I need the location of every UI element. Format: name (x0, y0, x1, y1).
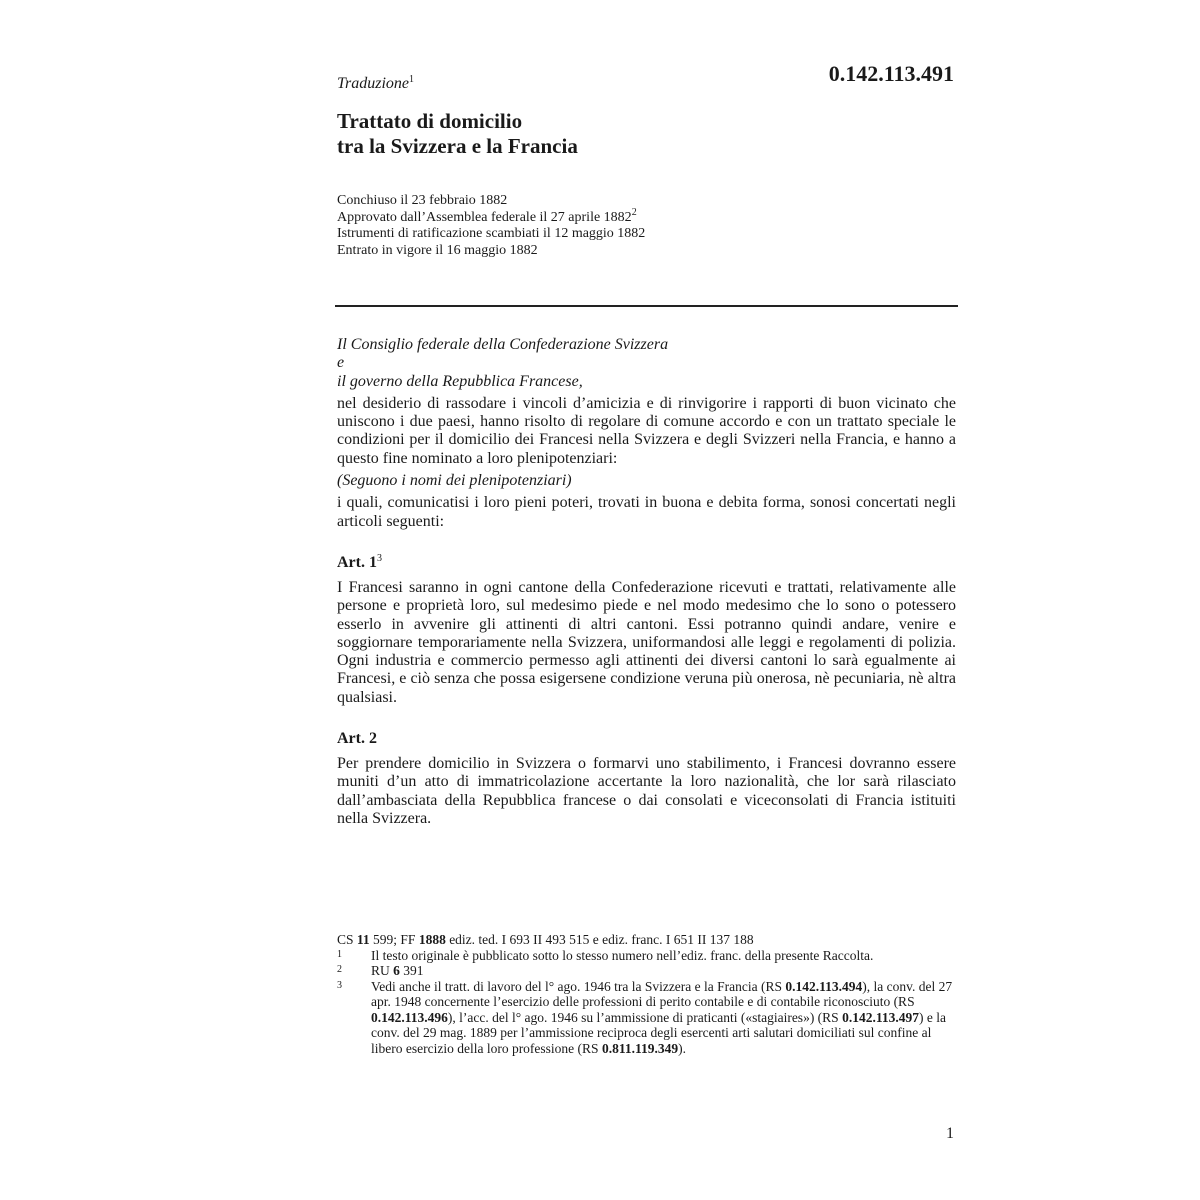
fn3-t1: Vedi anche il tratt. di lavoro del l° ago. 1946 tra la Svizzera e la Francia (RS (371, 978, 786, 994)
footnote-1-text: Il testo originale è pubblicato sotto lo stesso numero nell’ediz. franc. della presente Raccolta. (371, 947, 874, 963)
footnote-2-text (371, 963, 956, 979)
fn2-bold: 6 (393, 963, 400, 978)
footnote-2 (337, 963, 956, 979)
footnote-ref-2[interactable]: 2 (631, 206, 637, 218)
party-1: Il Consiglio federale della Confederazione Svizzera (337, 336, 669, 353)
fn3-link-4[interactable]: 0.811.119.349 (601, 1040, 679, 1056)
page-number: 1 (946, 1125, 954, 1142)
fn3-link-3[interactable]: 0.142.113.497 (842, 1009, 919, 1025)
ratification-date: Istrumenti di ratificazione scambiati il 12 maggio 1882 (337, 226, 646, 241)
footnotes (337, 932, 956, 1056)
approved-text: Approvato dall’Assemblea federale il 27 aprile 1882 (337, 209, 632, 225)
title-line-1: Trattato di domicilio (337, 109, 523, 133)
approved-date (337, 206, 645, 227)
source-c: 599; FF (369, 932, 419, 947)
footnote-2-number: 2 (337, 964, 342, 975)
footnote-ref-3[interactable]: 3 (376, 552, 382, 564)
source-reference (337, 932, 956, 948)
title-line-2: tra la Svizzera e la Francia (337, 134, 578, 158)
document-title (337, 109, 578, 159)
fn2-pre: RU (371, 963, 394, 978)
footnote-ref-1[interactable]: 1 (409, 74, 415, 85)
treaty-metadata (337, 193, 645, 259)
plenipotentiaries-note: (Seguono i nomi dei plenipotenziari) (337, 472, 572, 490)
preamble-paragraph: nel desiderio di rassodare i vincoli d’amicizia e di rinvigorire i rapporti di buon vicinato che uniscono i due paesi, hanno risolto di regolare di comune accordo e con un trattato speciale le condizioni per il domicilio dei Francesi nella Svizzera e degli Svizzeri nella Francia, e hanno a questo fine nominato a loro plenipotenziari: (337, 394, 956, 467)
article-1-text: I Francesi saranno in ogni cantone della Confederazione ricevuti e trattati, relativamente alle persone e proprietà loro, sul medesimo piede e nel modo medesimo che lo sono o potessero esserlo in avvenire gli attinenti di altri cantoni. Essi potranno quindi andare, venire e soggiornare temporariamente nella Svizzera, uniformandosi alle leggi e regolamenti di polizia. Ogni industria e commercio permesso agli attinenti dei diversi cantoni lo sarà egualmente ai Francesi, e ciò senza che possa esigersene condizione veruna più onerosa, nè pecuniaria, nè altra qualsiasi. (337, 578, 956, 706)
fn3-link-1[interactable]: 0.142.113.494 (785, 978, 863, 994)
fn3-t5: ). (678, 1040, 686, 1056)
translation-label (337, 74, 414, 94)
footnote-3-number: 3 (337, 979, 342, 991)
footnote-1 (337, 948, 956, 964)
entry-into-force-date: Entrato in vigore il 16 maggio 1882 (337, 242, 538, 258)
footnote-3 (337, 979, 956, 1057)
party-2: il governo della Repubblica Francese, (337, 372, 583, 390)
article-2-title: Art. 2 (337, 730, 377, 748)
source-e: ediz. ted. I 693 II 493 515 e ediz. franc. I 651 II 137 188 (445, 932, 754, 947)
translation-text: Traduzione (337, 75, 410, 92)
source-d: 1888 (418, 932, 446, 947)
article-1-title: Art. 1 (337, 553, 377, 571)
footnote-3-text (371, 979, 956, 1057)
treaty-body (337, 336, 956, 828)
conjunction: e (337, 354, 345, 372)
source-a: CS (337, 932, 357, 947)
article-1-heading (337, 553, 956, 573)
footnote-1-number: 1 (337, 948, 342, 960)
fn2-post: 391 (399, 963, 424, 978)
article-2-heading (337, 729, 956, 749)
fn3-t2: ), la conv. del 27 apr. 1948 concernente l’esercizio delle professioni di perito contabile e di contabile riconosciuto (RS (371, 978, 953, 1009)
fn3-t4: ) e la conv. del 29 mag. 1889 per l’ammissione reciproca degli esercenti arti salutari domiciliati sul confine al libero esercizio della loro professione (RS (371, 1009, 946, 1056)
source-b: 11 (356, 932, 370, 947)
article-2-text: Per prendere domicilio in Svizzera o formarvi uno stabilimento, i Francesi dovranno essere muniti d’un atto di immatricolazione accertante la loro nazionalità, che lor sarà rilasciato dall’ambasciata della Repubblica francese o dai consolati e viceconsolati di Francia istituiti nella Svizzera. (337, 755, 956, 827)
concluded-date: Conchiuso il 23 febbraio 1882 (337, 193, 508, 208)
fn3-t3: ), l’acc. del l° ago. 1946 su l’ammissione di praticanti («stagiaires») (RS (447, 1009, 843, 1025)
fn3-link-2[interactable]: 0.142.113.496 (371, 1009, 448, 1025)
sr-number: 0.142.113.491 (828, 61, 954, 86)
preamble-closing: i quali, comunicatisi i loro pieni poteri, trovati in buona e debita forma, sonosi concertati negli articoli seguenti: (337, 494, 956, 530)
horizontal-divider (335, 305, 958, 307)
